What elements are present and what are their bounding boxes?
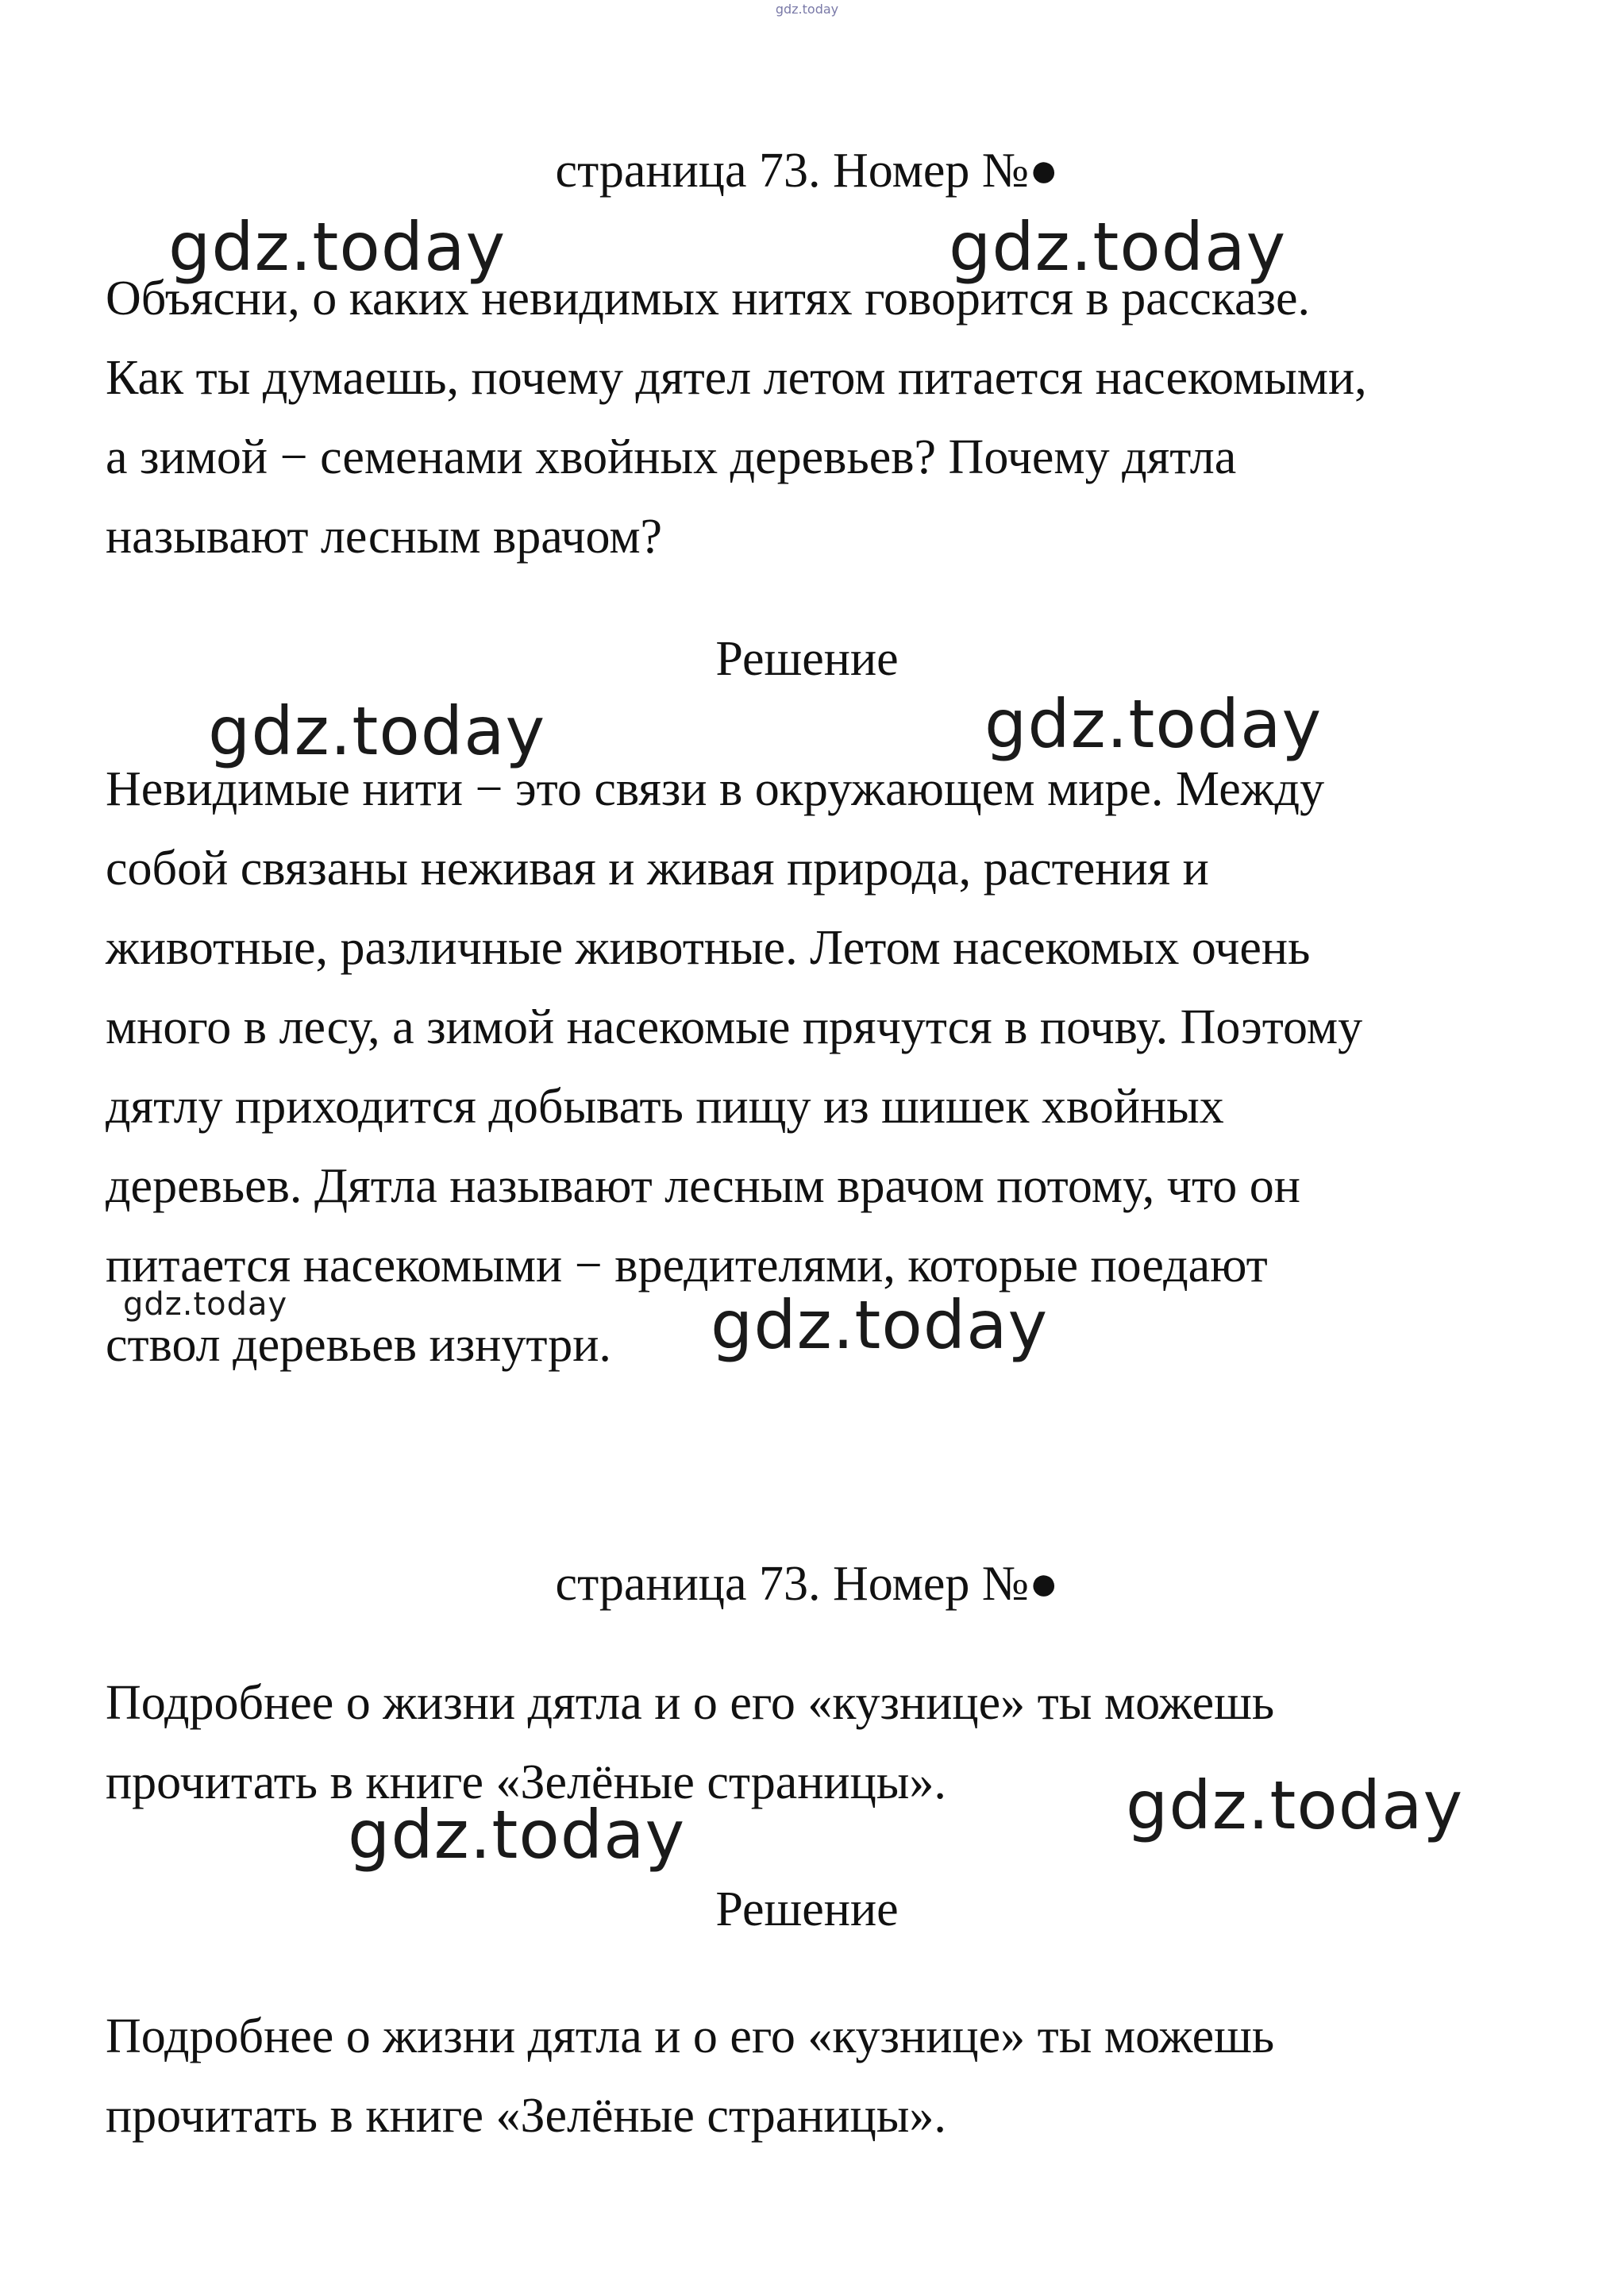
section-2-title: страница 73. Номер №● — [555, 1557, 1059, 1611]
section-2-question-line: прочитать в книге «Зелёные страницы». — [106, 1755, 946, 1809]
section-2-answer-line: Подробнее о жизни дятла и о его «кузнице» ты можешь — [106, 2009, 1275, 2063]
watermark: gdz.today — [949, 208, 1287, 286]
watermark: gdz.today — [711, 1286, 1049, 1364]
section-2-solution-label: Решение — [715, 1882, 899, 1936]
watermark: gdz.today — [1126, 1766, 1464, 1844]
watermark: gdz.today — [168, 208, 507, 286]
section-1-answer-line: Невидимые нити − это связи в окружающем мире. Между — [106, 762, 1325, 816]
section-1-answer-line: деревьев. Дятла называют лесным врачом потому, что он — [106, 1159, 1300, 1213]
section-1-question-line: называют лесным врачом? — [106, 510, 663, 564]
section-1-answer-line: ствол деревьев изнутри. — [106, 1318, 611, 1372]
watermark: gdz.today — [348, 1796, 686, 1874]
watermark: gdz.today — [123, 1286, 288, 1323]
section-2-answer-line: прочитать в книге «Зелёные страницы». — [106, 2089, 946, 2143]
section-1-solution-label: Решение — [715, 632, 899, 686]
section-1-title: страница 73. Номер №● — [555, 144, 1059, 198]
section-2-question-line: Подробнее о жизни дятла и о его «кузнице» ты можешь — [106, 1676, 1275, 1730]
header-watermark: gdz.today — [775, 2, 839, 17]
section-1-answer-line: питается насекомыми − вредителями, которые поедают — [106, 1239, 1268, 1292]
section-1-answer-line: собой связаны неживая и живая природа, растения и — [106, 842, 1209, 896]
section-1-answer-line: много в лесу, а зимой насекомые прячутся в почву. Поэтому — [106, 1000, 1363, 1054]
section-1-question-line: Как ты думаешь, почему дятел летом питается насекомыми, — [106, 351, 1367, 405]
section-1-question-line: а зимой − семенами хвойных деревьев? Почему дятла — [106, 430, 1237, 484]
section-1-question-line: Объясни, о каких невидимых нитях говорится в рассказе. — [106, 272, 1311, 326]
section-1-answer-line: животные, различные животные. Летом насекомых очень — [106, 921, 1311, 975]
section-1-answer-line: дятлу приходится добывать пищу из шишек хвойных — [106, 1080, 1224, 1134]
watermark: gdz.today — [984, 685, 1323, 763]
watermark: gdz.today — [208, 692, 546, 770]
